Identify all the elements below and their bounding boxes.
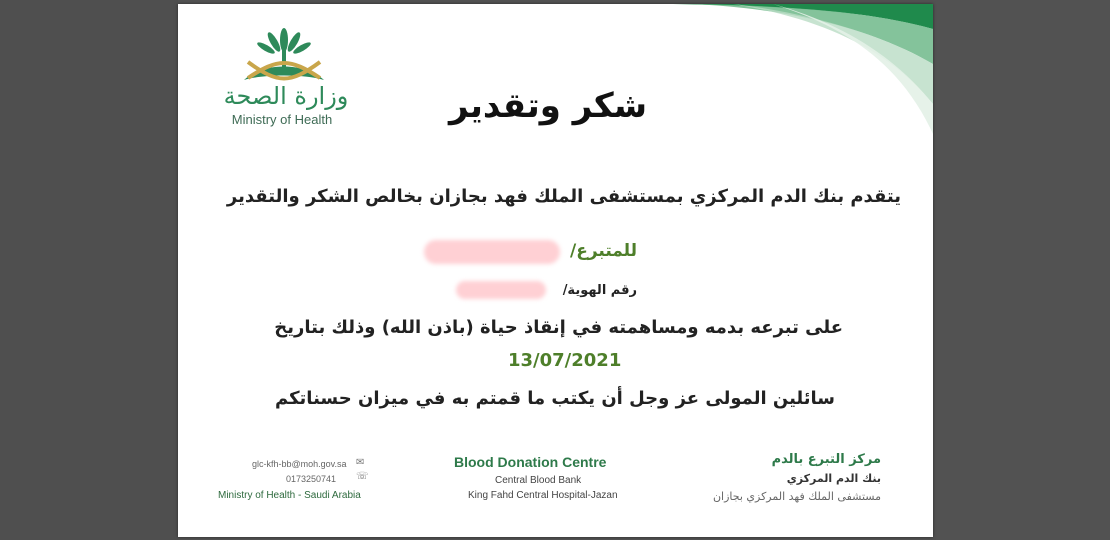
contact-phone: 0173250741 xyxy=(286,474,337,484)
arabic-blood-bank: بنك الدم المركزي xyxy=(786,472,881,485)
centre-subtitle: Central Blood Bank xyxy=(495,475,582,486)
certificate-title: شكر وتقدير xyxy=(448,86,648,126)
description-text: على تبرعه بدمه ومساهمته في إنقاذ حياة (باذن الله) وذلك بتاريخ xyxy=(274,317,843,338)
mail-icon: ✉ xyxy=(356,457,365,468)
id-number-redaction xyxy=(456,281,546,299)
contact-email: glc-kfh-bb@moh.gov.sa xyxy=(252,459,347,469)
certificate-page xyxy=(178,4,933,537)
intro-text: يتقدم بنك الدم المركزي بمستشفى الملك فهد بجازان بخالص الشكر والتقدير xyxy=(226,186,901,207)
centre-hospital: King Fahd Central Hospital-Jazan xyxy=(468,490,618,501)
arabic-hospital-name: مستشفى الملك فهد المركزي بجازان xyxy=(712,490,881,503)
centre-title: Blood Donation Centre xyxy=(454,454,607,470)
donation-date: 13/07/2021 xyxy=(508,350,622,371)
donor-label: للمتبرع/ xyxy=(570,241,637,261)
closing-prayer: سائلين المولى عز وجل أن يكتب ما قمتم به في ميزان حسناتكم xyxy=(274,388,835,409)
id-label: رقم الهوية/ xyxy=(562,283,637,298)
ministry-english-footer: Ministry of Health - Saudi Arabia xyxy=(218,490,361,501)
donor-name-redaction xyxy=(424,240,560,264)
arabic-centre-title: مركز التبرع بالدم xyxy=(771,452,881,467)
logo-english-name: Ministry of Health xyxy=(231,112,333,127)
phone-icon: ☏ xyxy=(356,471,369,482)
viewer-background xyxy=(0,0,178,540)
corner-swoosh-decoration xyxy=(673,4,933,134)
logo-arabic-name: وزارة الصحة xyxy=(223,82,349,110)
